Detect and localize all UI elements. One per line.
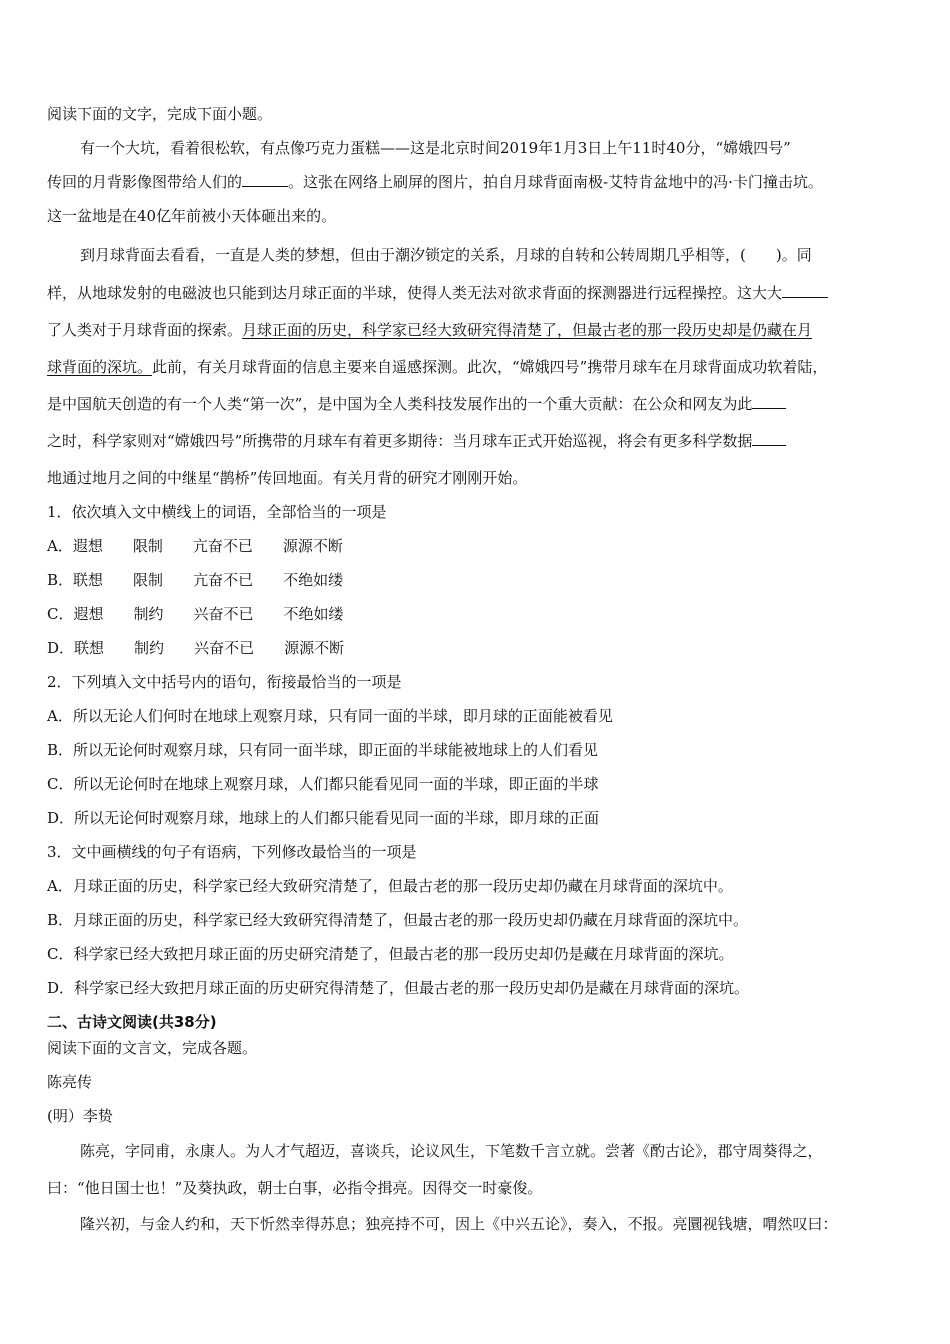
classical-text-line: 隆兴初，与金人约和，天下忻然幸得苏息；独亮持不可，因上《中兴五论》，奏入，不报。亮圜视钱塘，喟然叹曰： [80, 1215, 838, 1233]
passage-line: 了人类对于月球背面的探索。月球正面的历史，科学家已经大致研究得清楚了，但最古老的那一段历史却是仍藏在月 [47, 321, 813, 339]
question-2-option-a[interactable]: A．所以无论人们何时在地球上观察月球，只有同一面的半球，即月球的正面能被看见 [47, 707, 613, 725]
question-3-option-c[interactable]: C．科学家已经大致把月球正面的历史研究清楚了，但最古老的那一段历史却仍是藏在月球背面的深坑。 [47, 945, 734, 963]
question-2-option-d[interactable]: D．所以无论何时观察月球，地球上的人们都只能看见同一面的半球，即月球的正面 [47, 809, 600, 827]
question-1-option-c[interactable]: C．遐想 制约 兴奋不已 不绝如缕 [47, 605, 344, 623]
reading-instruction: 阅读下面的文字，完成下面小题。 [47, 105, 273, 123]
classical-text-line: 曰：“他日国士也！”及葵执政，朝士白事，必指令揖亮。因得交一时豪俊。 [47, 1179, 543, 1197]
text-title: 陈亮传 [47, 1073, 93, 1091]
question-2-stem: 2．下列填入文中括号内的语句，衔接最恰当的一项是 [47, 673, 402, 691]
text-author: (明）李贽 [47, 1107, 113, 1125]
fill-blank [242, 172, 288, 187]
passage-line: 地通过地月之间的中继星“鹊桥”传回地面。有关月背的研究才刚刚开始。 [47, 469, 528, 487]
passage-line: 有一个大坑，看着很松软，有点像巧克力蛋糕——这是北京时间2019年1月3日上午11时40分，“嫦娥四号” [80, 139, 791, 157]
question-3-option-d[interactable]: D．科学家已经大致把月球正面的历史研究得清楚了，但最古老的那一段历史却仍是藏在月球背面的深坑。 [47, 979, 750, 997]
passage-line: 球背面的深坑。此前，有关月球背面的信息主要来自遥感探测。此次，“嫦娥四号”携带月球车在月球背面成功软着陆， [47, 358, 828, 376]
question-1-option-d[interactable]: D．联想 制约 兴奋不已 源源不断 [47, 639, 345, 657]
section-heading: 二、古诗文阅读(共38分) [47, 1013, 217, 1031]
question-2-option-c[interactable]: C．所以无论何时在地球上观察月球，人们都只能看见同一面的半球，即正面的半球 [47, 775, 599, 793]
question-1-stem: 1．依次填入文中横线上的词语，全部恰当的一项是 [47, 503, 387, 521]
passage-line: 传回的月背影像图带给人们的 。这张在网络上刷屏的图片，拍自月球背面南极-艾特肯盆地中的冯·卡门撞击坑。 [47, 173, 823, 191]
underlined-sentence: 球背面的深坑。 [47, 358, 153, 376]
question-1-option-b[interactable]: B．联想 限制 亢奋不已 不绝如缕 [47, 571, 344, 589]
section-instruction: 阅读下面的文言文，完成各题。 [47, 1039, 258, 1057]
classical-text-line: 陈亮，字同甫，永康人。为人才气超迈，喜谈兵，论议风生，下笔数千言立就。尝著《酌古论》，郡守周葵得之， [80, 1142, 823, 1160]
passage-line: 样，从地球发射的电磁波也只能到达月球正面的半球，使得人类无法对欲求背面的探测器进行远程操控。这大大 [47, 283, 828, 303]
question-1-option-a[interactable]: A．遐想 限制 亢奋不已 源源不断 [47, 537, 343, 555]
fill-blank [782, 283, 828, 298]
question-2-option-b[interactable]: B．所以无论何时观察月球，只有同一面半球，即正面的半球能被地球上的人们看见 [47, 741, 599, 759]
passage-line: 到月球背面去看看，一直是人类的梦想，但由于潮汐锁定的关系，月球的自转和公转周期几乎相等，( )。同 [80, 246, 812, 264]
underlined-sentence: 月球正面的历史，科学家已经大致研究得清楚了，但最古老的那一段历史却是仍藏在月 [242, 321, 813, 339]
question-3-option-b[interactable]: B．月球正面的历史，科学家已经大致研究得清楚了，但最古老的那一段历史却仍藏在月球背面的深坑中。 [47, 911, 749, 929]
passage-line: 是中国航天创造的有一个人类“第一次”，是中国为全人类科技发展作出的一个重大贡献：在公众和网友为此 [47, 394, 786, 414]
passage-line: 这一盆地是在40亿年前被小天体砸出来的。 [47, 207, 337, 225]
question-3-option-a[interactable]: A．月球正面的历史，科学家已经大致研究清楚了，但最古老的那一段历史却仍藏在月球背面的深坑中。 [47, 877, 733, 895]
fill-blank [752, 431, 786, 446]
question-3-stem: 3．文中画横线的句子有语病，下列修改最恰当的一项是 [47, 843, 417, 861]
passage-line: 之时，科学家则对“嫦娥四号”所携带的月球车有着更多期待：当月球车正式开始巡视，将会有更多科学数据 [47, 431, 786, 451]
fill-blank [752, 394, 786, 409]
